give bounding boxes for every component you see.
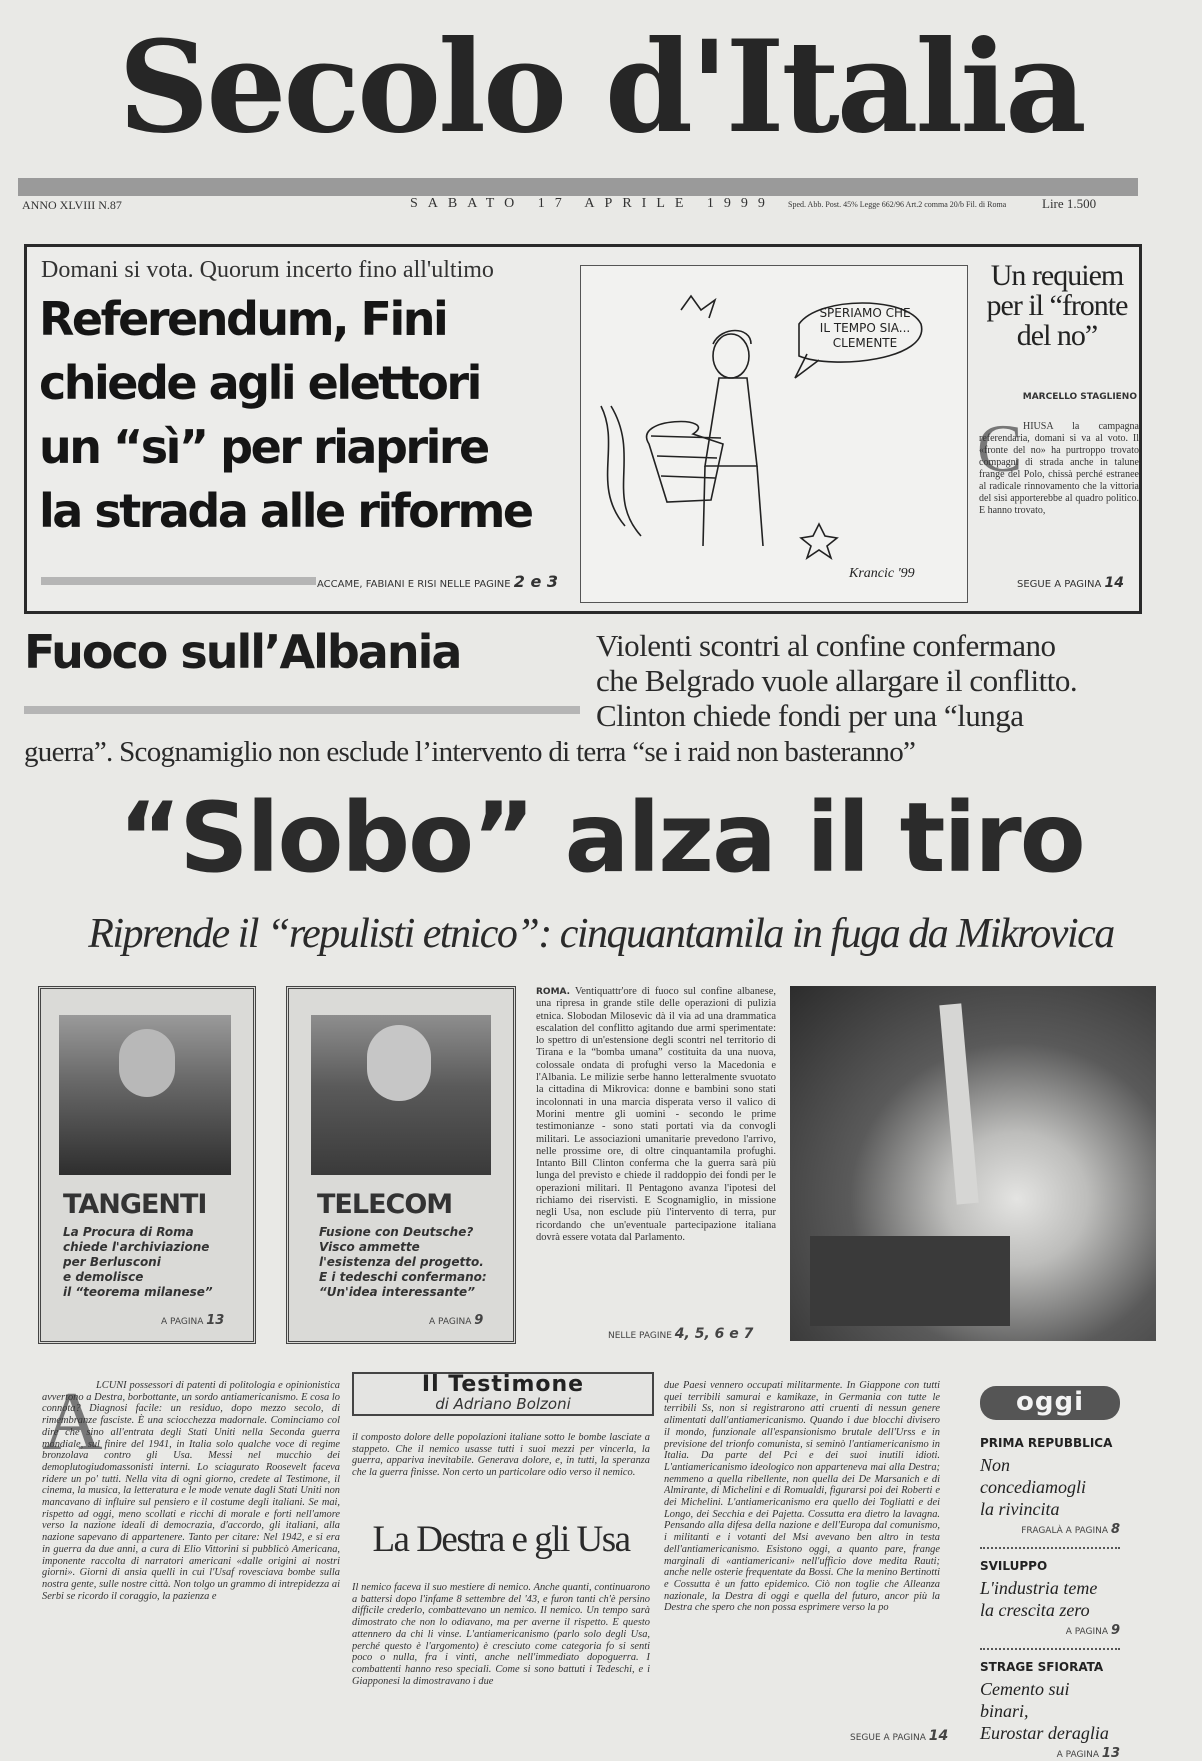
telecom-box xyxy=(286,986,516,1344)
masthead-title: Secolo d'Italia xyxy=(118,13,1084,161)
oggi-item-ref-page: 13 xyxy=(1101,1746,1120,1761)
tangenti-ref-page: 13 xyxy=(206,1313,225,1328)
column-author: di Adriano Bolzoni xyxy=(435,1395,571,1413)
albania-body-text: Ventiquattr'ore di fuoco sul confine albanese, una ripresa in grande stile delle operazioni di pulizia etnica. Slobodan Milosevic dà il via ad una drammatica escalation del conflitto agitando due armi sperimentate: lo spettro di un'estensione degli scontri nel territorio di Tirana e la “bomba umana” costituita da una nuova, colossale ondata di profughi verso la Macedonia e l'Albania. Le milizie serbe hanno letteralmente svuotato la cittadina di Mikrovica: donne e bambini sono stati incolonnati in una marcia disperata verso il valico di Morini mentre gli uomini - secondo le prime testimonianze - sono stati portati via da convogli militari. Le associazioni umanitarie prevedono l'arrivo, nelle prossime ore, di oltre cinquantamila profughi. Intanto Bill Clinton conferma che la guerra sarà più lunga del previsto e chiede il raddoppio dei fondi per le operazioni militari. Il Pentagono avanza l'ipotesi del richiamo dei riservisti. E Scognamiglio, in missione negli Usa, non esclude più l'intervento di terra, pur ricordando che un'eventuale partecipazione italiana dovrà essere votata dal Parlamento. xyxy=(536,986,776,1243)
oggi-item-line: la rivincita xyxy=(980,1499,1060,1519)
telecom-ref-page: 9 xyxy=(474,1313,484,1328)
lead-kicker: Domani si vota. Quorum incerto fino all'ultimo xyxy=(41,257,494,283)
divider xyxy=(980,1648,1120,1650)
cartoon-speech-line: CLEMENTE xyxy=(832,336,898,350)
albania-deck-last-line: guerra”. Scognamiglio non esclude l’intervento di terra “se i raid non basteranno” xyxy=(24,736,916,768)
oggi-item-line: Eurostar deraglia xyxy=(980,1723,1109,1743)
issue-number: ANNO XLVIII N.87 xyxy=(22,198,122,212)
masthead-dateline xyxy=(22,196,1142,214)
photo-ground xyxy=(810,1236,1010,1326)
requiem-body: HIUSA la campagna referendaria, domani si va al voto. Il «fronte del no» ha purtroppo trovato compagni di strada anche in talune frange del Polo, chissà perché estranee al radicale rinnovamento che la vittoria del sìsì apporterebbe al quadro politico. E hanno trovato, xyxy=(979,421,1139,516)
speech-tail xyxy=(795,354,819,378)
requiem-continues xyxy=(1017,575,1124,591)
oggi-item-ref-page: 9 xyxy=(1110,1623,1120,1638)
photo-face xyxy=(367,1025,431,1101)
oggi-badge: oggi xyxy=(980,1386,1120,1420)
oggi-item-head: PRIMA REPUBBLICA xyxy=(980,1436,1113,1450)
telecom-ref-text: A PAGINA xyxy=(429,1317,472,1327)
postal-info: Sped. Abb. Post. 45% Legge 662/96 Art.2 comma 20/b Fil. di Roma xyxy=(788,200,1007,209)
albania-deck-line: Clinton chiede fondi per una “lunga xyxy=(596,698,1024,733)
artillery-photo xyxy=(790,986,1156,1341)
albania-body xyxy=(536,986,776,1322)
editorial-continues xyxy=(850,1728,948,1744)
oggi-item-text xyxy=(980,1577,1120,1621)
oggi-item-line: Cemento sui binari, xyxy=(980,1679,1070,1721)
main-subhead: Riprende il “repulisti etnico”: cinquantamila in fuga da Mikrovica xyxy=(88,911,1114,957)
editorial-col2-top: il composto dolore delle popolazioni italiane sotto le bombe lasciate a stappeto. Che il nemico usasse tutti i suoi mezzi per vincerla, la guerra, appariva inevitabile. Generava dolore, e, in tutti, la speranza che la guerra finisse. Non certo un particolare odio verso il nemico. xyxy=(352,1432,650,1479)
oggi-sidebar xyxy=(980,1424,1120,1761)
albania-dateline: ROMA. xyxy=(536,987,571,997)
lead-headline-line: chiede agli elettori xyxy=(39,356,480,410)
cartoon-steam xyxy=(601,406,641,536)
cartoon-tub-lines xyxy=(651,436,721,478)
cartoon-sun xyxy=(681,296,715,318)
column-header xyxy=(352,1372,654,1416)
editorial-col2-bottom: Il nemico faceva il suo mestiere di nemico. Anche quanti, continuarono a battersi dopo l'infame 8 settembre del '43, e furon tanti ch'è persino difficile crederlo, combattevano un nemico. Il nemico. Un tempo sarà dimostrato che non lo odiavano, ma per averne il rispetto. E questo attennero da chi li vinse. L'antiamericanismo (parlo solo degli Usa, perché questo è l'argomento) è cresciuto come categoria fo si senti poco o nulla, fra i vinti, anche nell'immediato dopoguerra. I combattenti hanno reso speciali. Come si sono battuti i Tedeschi, e i Giapponesi la dimostravano i due xyxy=(352,1582,650,1687)
telecom-ref xyxy=(429,1313,483,1328)
requiem-title-line: del no” xyxy=(1016,319,1098,352)
telecom-line: l'esistenza del progetto. xyxy=(319,1255,484,1269)
editorial-col3: due Paesi vennero occupati militarmente. In Giappone con tutti quei terribili samurai e kamikaze, in Germania con tutte le terribili Ss, non si registrarono atti cruenti di nessun genere alimentati dall'antiamericanismo. Quando i due blocchi divisero il mondo, funzionale all'espansionismo brutale dell'Urss e in previsione del trionfo comunista, si seminò l'antiamericanismo in Italia. Da parte del Pci e dei suoi inutili idioti. L'antiamericanismo ideologico non apparteneva mai alla Destra; nemmeno a quella ribellente, non quella dei De Marsanich e di Almirante, di Michelini e di Romualdi, figurarsi poi dei Roberti e dei Michelini. L'antiamericanismo era quello dei Togliatti e dei Longo, dei Secchia e dei Pajetta. Cossutta era dietro la lavagna. Pensando alla difesa della nazione e dell'Europa dal comunismo, i militanti e i votanti del Msi avevano ben altro in testa dell'antiamericanismo. Esistono oggi, a quanto pare, frange marginali di «antiamericani» nell'ufficio dove medita Rauti; anche nelle osterie frequentate da Bossi. Che la menino Bertinotti e Cossutta è un fatto epidemico. Ciò non toglie che Alleanza nazionale, la Destra di oggi e quella del futuro, ancor più la Destra che spero che non possa esprimere verso la po xyxy=(664,1380,940,1614)
oggi-item-ref xyxy=(980,1623,1120,1638)
masthead-rule xyxy=(18,178,1138,196)
requiem-title-line: per il “fronte xyxy=(986,289,1128,322)
photo-face xyxy=(119,1029,175,1097)
divider xyxy=(980,1547,1120,1549)
oggi-item-text xyxy=(980,1678,1120,1744)
oggi-item-line: la crescita zero xyxy=(980,1600,1090,1620)
lead-refs xyxy=(317,572,558,591)
oggi-item-ref-text: FRAGALÀ A PAGINA xyxy=(1021,1526,1109,1536)
oggi-item-line: L'industria teme xyxy=(980,1578,1098,1598)
tangenti-line: chiede l'archiviazione xyxy=(63,1240,210,1254)
albania-pages xyxy=(608,1326,753,1342)
tangenti-box xyxy=(38,986,256,1344)
lead-refs-pages: 2 e 3 xyxy=(513,572,559,591)
editorial-col1: LCUNI possessori di patenti di politologia e opinionistica avvertono a Destra, borbottante, un sordo antiamericanismo. E cosa lo connota? Diagnosi facile: un residuo, dopo mezzo secolo, di rimembranze fasciste. È una sciocchezza madornale. Cominciamo col dire che sino all'entrata degli Stati Uniti nella Seconda guerra mondiale, sul finire del 1941, in Italia solo qualche voce di regime bronzolava contro gli Usa. Messi nel mucchio dei demoplutogiudomassonisti interni. Lo sciagurato Roosevelt faceva ridere un po' tutti. Nella vita di ogni giorno, credete al Testimone, il cinema, la musica, la letteratura e le mode venute dagli Stati Uniti non mancavano di influire sul pensiero e il costume degli italiani. Se mai, rispetto ad oggi, meno scollati e ricchi di morale e forti nell'amore verso la nazione ideali di democrazia, d'accordo, gli italiani, alla nazione sapevano di appartenere. Tanto per citare: Nel 1942, e si era in guerra da due anni, a cura di Elio Vittorini si pubblicò Americana, imponente raccolta di narratori americani «dalle origini ai nostri giorni». Giorni di ansia quelli in cui l'Usaf rovesciava bombe sulla nostra gente, sulle nostre città. Non tolgo un grammo di intrepidezza ai Serbi se ricordo il coraggio, la pazienza e xyxy=(42,1380,340,1602)
photo-barrel xyxy=(939,1003,978,1204)
issue-date: SABATO 17 APRILE 1999 xyxy=(410,196,775,211)
editorial-dropcap: A xyxy=(42,1375,103,1468)
editorial-continues-text: SEGUE A PAGINA xyxy=(850,1733,926,1743)
berlusconi-photo xyxy=(59,1015,231,1175)
requiem-dropcap: C xyxy=(977,410,1023,486)
tangenti-ref xyxy=(161,1313,224,1328)
albania-deck-line: che Belgrado vuole allargare il conflitto. xyxy=(596,663,1078,698)
telecom-line: “Un'idea interessante” xyxy=(319,1285,475,1299)
cartoon-speech-line: IL TEMPO SIA... xyxy=(819,321,911,335)
oggi-item-text xyxy=(980,1454,1120,1520)
cartoon-signature: Krancic '99 xyxy=(849,566,915,581)
cartoon xyxy=(580,265,968,603)
rule xyxy=(24,706,580,714)
lead-headline-line: Referendum, Fini xyxy=(39,292,447,346)
albania-deck xyxy=(596,628,1077,733)
oggi-item-ref-text: A PAGINA xyxy=(1065,1627,1109,1637)
cartoon-speech-line: SPERIAMO CHE xyxy=(819,306,911,320)
telecom-line: Fusione con Deutsche? xyxy=(319,1225,474,1239)
telecom-title: TELECOM xyxy=(317,1189,453,1220)
lead-refs-text: ACCAME, FABIANI E RISI NELLE PAGINE xyxy=(317,579,511,590)
lead-headline-line: un “sì” per riaprire xyxy=(39,420,488,474)
tangenti-line: il “teorema milanese” xyxy=(63,1285,213,1299)
tangenti-ref-text: A PAGINA xyxy=(161,1317,204,1327)
oggi-item-ref xyxy=(980,1522,1120,1537)
column-name: Il Testimone xyxy=(421,1372,585,1397)
lead-headline xyxy=(39,287,594,543)
requiem-title xyxy=(977,261,1137,351)
requiem-title-line: Un requiem xyxy=(990,259,1124,292)
tangenti-line: La Procura di Roma xyxy=(63,1225,194,1239)
cartoon-star xyxy=(801,524,837,558)
tangenti-title: TANGENTI xyxy=(63,1189,207,1220)
cartoon-tub xyxy=(647,422,723,502)
editorial-title: La Destra e gli Usa xyxy=(372,1519,630,1560)
oggi-item-head: SVILUPPO xyxy=(980,1559,1048,1573)
albania-headline: Fuoco sull’Albania xyxy=(24,625,461,679)
requiem-continues-text: SEGUE A PAGINA xyxy=(1017,579,1102,590)
tangenti-line: per Berlusconi xyxy=(63,1255,161,1269)
main-headline: “Slobo” alza il tiro xyxy=(118,782,1084,894)
oggi-item-ref-text: A PAGINA xyxy=(1056,1750,1100,1760)
cartoon-body xyxy=(705,378,757,466)
telecom-text xyxy=(319,1225,487,1300)
telecom-line: Visco ammette xyxy=(319,1240,420,1254)
cartoon-speech xyxy=(809,306,921,351)
cartoon-head xyxy=(713,334,749,378)
oggi-item-line: Non concediamogli xyxy=(980,1455,1086,1497)
lead-box xyxy=(24,244,1142,614)
requiem-continues-page: 14 xyxy=(1104,575,1124,591)
lead-headline-line: la strada alle riforme xyxy=(39,484,532,538)
albania-pages-value: 4, 5, 6 e 7 xyxy=(674,1326,754,1342)
albania-deck-line: Violenti scontri al confine confermano xyxy=(596,628,1056,663)
editorial-continues-page: 14 xyxy=(928,1728,949,1744)
tangenti-text xyxy=(63,1225,213,1300)
oggi-item-ref-page: 8 xyxy=(1110,1522,1120,1537)
requiem-author: MARCELLO STAGLIENO xyxy=(1022,392,1137,402)
telecom-line: E i tedeschi confermano: xyxy=(319,1270,487,1284)
tangenti-line: e demolisce xyxy=(63,1270,144,1284)
person-photo xyxy=(311,1015,491,1175)
albania-pages-label: NELLE PAGINE xyxy=(608,1331,672,1341)
price: Lire 1.500 xyxy=(1042,196,1097,211)
rule xyxy=(41,577,316,585)
oggi-item-head: STRAGE SFIORATA xyxy=(980,1660,1104,1674)
